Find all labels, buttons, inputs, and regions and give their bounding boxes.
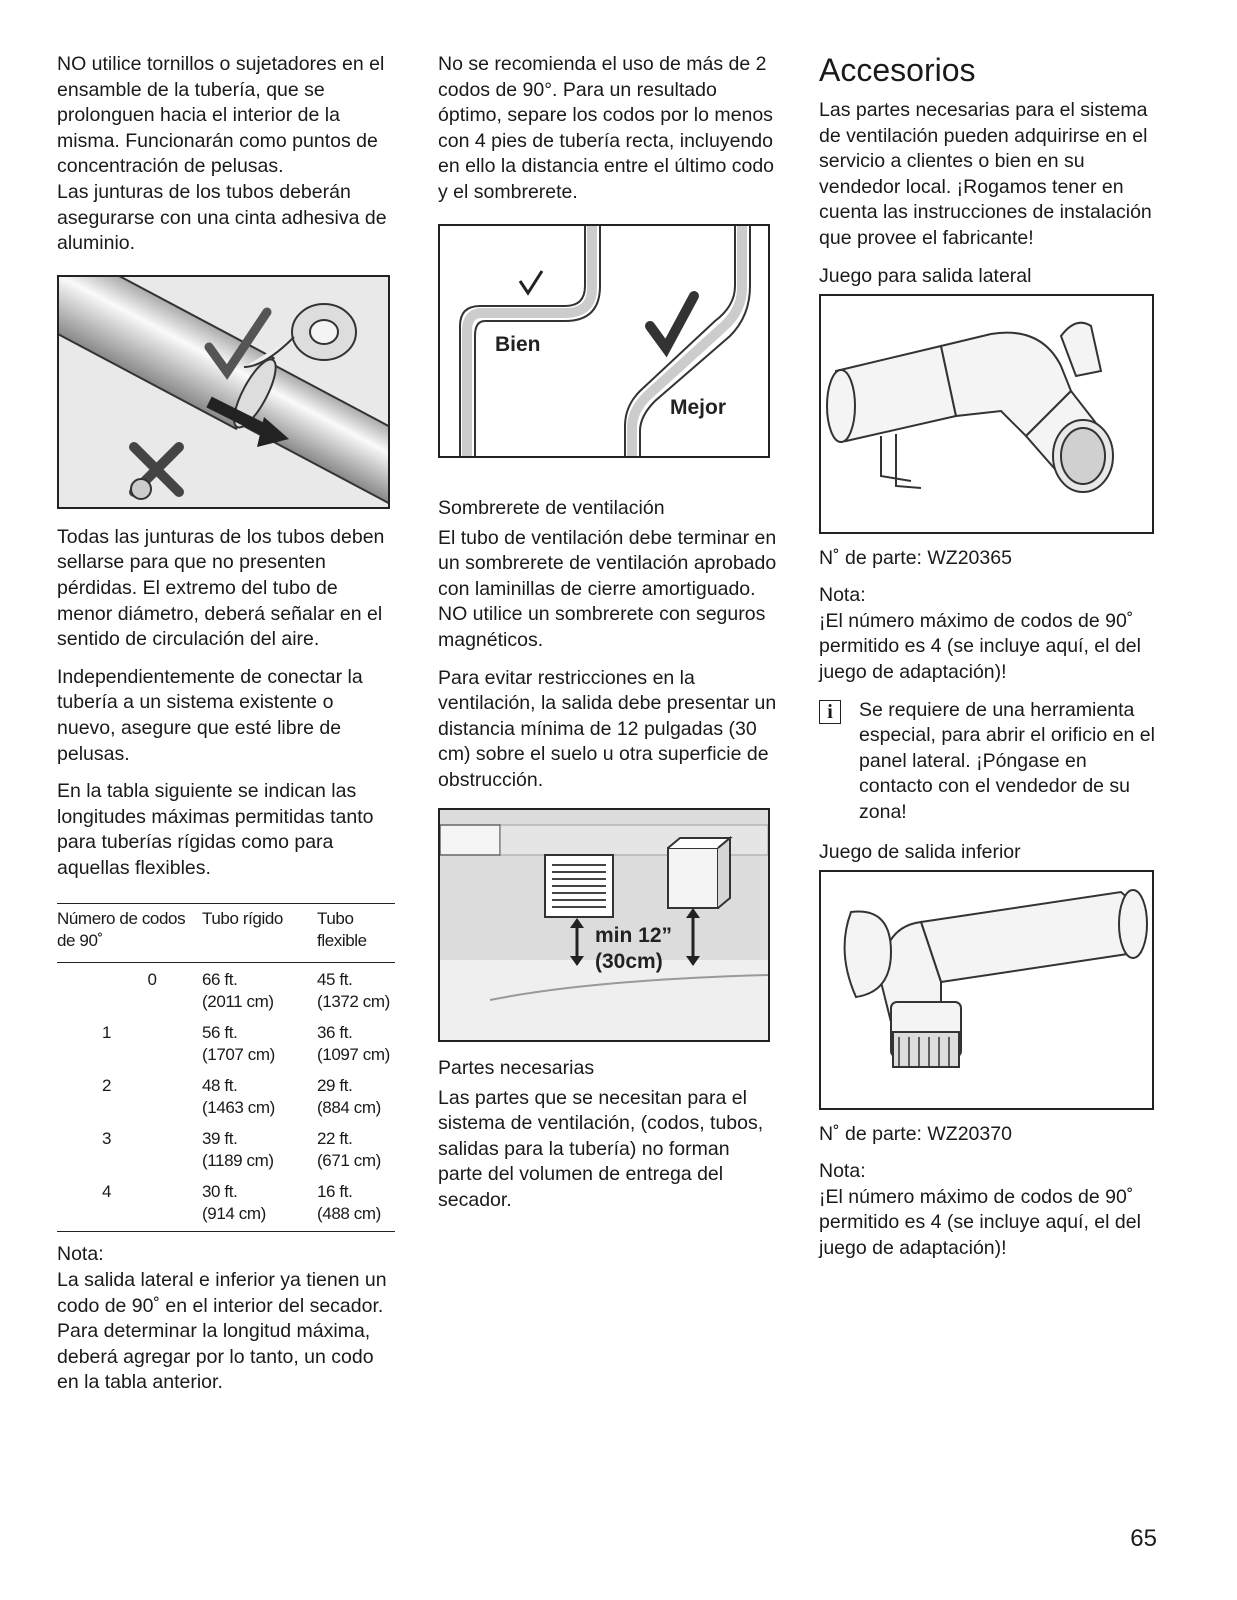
flex-cm: (1372 cm) (317, 992, 390, 1012)
note-title: Nota: (819, 1160, 866, 1183)
cell-rigid (202, 1069, 317, 1122)
table-row (57, 1122, 395, 1175)
page-number: 65 (1130, 1525, 1157, 1552)
cell-flex (317, 1069, 395, 1122)
part-number-2 (819, 1122, 1159, 1148)
paragraph-table-intro: En la tabla siguiente se indican las longitudes máximas permitidas tanto para tuberías rígidas como para aquellas flexibles. (57, 780, 374, 879)
bottom-kit-figure (819, 870, 1154, 1110)
part-label: N˚ de parte: (819, 546, 928, 569)
section-title: Accesorios (819, 52, 976, 88)
paragraph-elbows: No se recomienda el uso de más de 2 codos de 90°. Para un resultado óptimo, separe los codos por lo menos con 4 pies de tubería recta, incluyendo en ello la distancia entre el último codo y el sombrerete. (438, 53, 775, 203)
cell-rigid (202, 1175, 317, 1232)
flex-ft: 45 ft. (317, 970, 353, 990)
rigid-ft: 56 ft. (202, 1023, 238, 1043)
header-elbows: Número de codos de 90˚ (57, 904, 202, 963)
rigid-ft: 48 ft. (202, 1076, 238, 1096)
flex-ft: 16 ft. (317, 1182, 353, 1202)
flex-cm: (884 cm) (317, 1098, 381, 1118)
heading-parts: Partes necesarias (438, 1056, 595, 1079)
pipe-tape-figure (57, 275, 390, 509)
table-row (57, 1069, 395, 1122)
paragraph-accessories: Las partes necesarias para el sistema de ventilación pueden adquirirse en el servicio a clientes o bien en su vendedor local. ¡Rogamos tener en cuenta las instrucciones de instalación que provee el fabricante! (819, 99, 1152, 249)
label-min-30cm: (30cm) (595, 949, 663, 973)
flex-cm: (488 cm) (317, 1204, 381, 1224)
flex-cm: (1097 cm) (317, 1045, 390, 1065)
cell-elbows: 3 (102, 1129, 112, 1149)
cell-flex (317, 1122, 395, 1175)
clearance-figure (438, 808, 770, 1042)
table-row (57, 1175, 395, 1232)
rigid-cm: (1189 cm) (202, 1151, 274, 1171)
note-text-1: ¡El número máximo de codos de 90˚ permitido es 4 (se incluye aquí, el del juego de adaptación)! (819, 609, 1141, 683)
part-label: N˚ de parte: (819, 1122, 928, 1145)
rigid-cm: (1707 cm) (202, 1045, 275, 1065)
heading-side-kit: Juego para salida lateral (819, 264, 1032, 287)
rigid-ft: 39 ft. (202, 1129, 238, 1149)
paragraph-tape: Las junturas de los tubos deberán asegurarse con una cinta adhesiva de aluminio. (57, 180, 387, 255)
cell-rigid (202, 1016, 317, 1069)
paragraph-vent-cap: El tubo de ventilación debe terminar en un sombrerete de ventilación aprobado con laminillas de cierre amortiguado. NO utilice un sombrerete con seguros magnéticos. (438, 526, 777, 651)
cell-elbows: 0 (147, 970, 157, 990)
table-header-row (57, 904, 395, 963)
column-3 (819, 52, 1159, 1273)
rigid-ft: 66 ft. (202, 970, 238, 990)
cell-elbows: 2 (102, 1076, 112, 1096)
header-rigid: Tubo rígido (202, 904, 317, 963)
cell-elbows: 4 (57, 1175, 202, 1232)
paragraph-screws: NO utilice tornillos o sujetadores en el ensamble de la tubería, que se prolonguen hacia el interior de la misma. Funcionarán como puntos de concentración de pelusas. (57, 53, 385, 178)
flex-ft: 22 ft. (317, 1129, 353, 1149)
header-flexible: Tubo flexible (317, 904, 395, 963)
table-row (57, 1016, 395, 1069)
flex-cm: (671 cm) (317, 1151, 381, 1171)
rigid-cm: (914 cm) (202, 1204, 266, 1224)
flex-ft: 36 ft. (317, 1023, 353, 1043)
label-good: Bien (495, 332, 541, 356)
note-text-2: ¡El número máximo de codos de 90˚ permitido es 4 (se incluye aquí, el del juego de adaptación)! (819, 1185, 1141, 1259)
label-min-12in: min 12” (595, 923, 673, 947)
cell-rigid (202, 1122, 317, 1175)
cell-flex (317, 963, 395, 1017)
part-code: WZ20365 (927, 546, 1012, 569)
paragraph-lint: Independientemente de conectar la tubería a un sistema existente o nuevo, asegure que esté libre de pelusas. (57, 665, 363, 765)
side-kit-figure (819, 294, 1154, 534)
cell-elbows: 1 (102, 1023, 112, 1043)
info-icon: i (819, 700, 841, 724)
note-title: Nota: (819, 584, 866, 607)
note-title: Nota: (57, 1243, 104, 1266)
cell-flex (317, 1175, 395, 1232)
cell-rigid (202, 963, 317, 1017)
rigid-cm: (1463 cm) (202, 1098, 275, 1118)
paragraph-clearance: Para evitar restricciones en la ventilación, la salida debe presentar un distancia mínima de 12 pulgadas (30 cm) sobre el suelo u otra superficie de obstrucción. (438, 666, 777, 791)
info-text: Se requiere de una herramienta especial, para abrir el orificio en el panel lateral. ¡Póngase en contacto con el vendedor de su zona! (859, 698, 1155, 823)
paragraph-parts: Las partes que se necesitan para el sistema de ventilación, (codos, tubos, salidas para la tubería) no forman parte del volumen de entrega del secador. (438, 1086, 764, 1211)
info-block (819, 698, 1159, 826)
column-2 (438, 52, 778, 1225)
rigid-ft: 30 ft. (202, 1182, 238, 1202)
rigid-cm: (2011 cm) (202, 992, 274, 1012)
column-1 (57, 52, 397, 1408)
note-text: La salida lateral e inferior ya tienen un codo de 90˚ en el interior del secador. Para determinar la longitud máxima, deberá agregar por lo tanto, un codo en la tabla anterior. (57, 1269, 387, 1394)
flex-ft: 29 ft. (317, 1076, 353, 1096)
paragraph-seal: Todas las junturas de los tubos deben sellarse para que no presenten pérdidas. El extremo del tubo de menor diámetro, deberá señalar en el sentido de circulación del aire. (57, 525, 385, 651)
vent-length-table (57, 903, 395, 1232)
heading-vent-cap: Sombrerete de ventilación (438, 496, 665, 519)
cell-flex (317, 1016, 395, 1069)
part-number-1 (819, 546, 1159, 572)
heading-bottom-kit: Juego de salida inferior (819, 840, 1021, 863)
label-better: Mejor (670, 395, 727, 419)
part-code: WZ20370 (927, 1122, 1012, 1145)
table-row (57, 963, 395, 1017)
elbow-routing-figure (438, 224, 770, 458)
